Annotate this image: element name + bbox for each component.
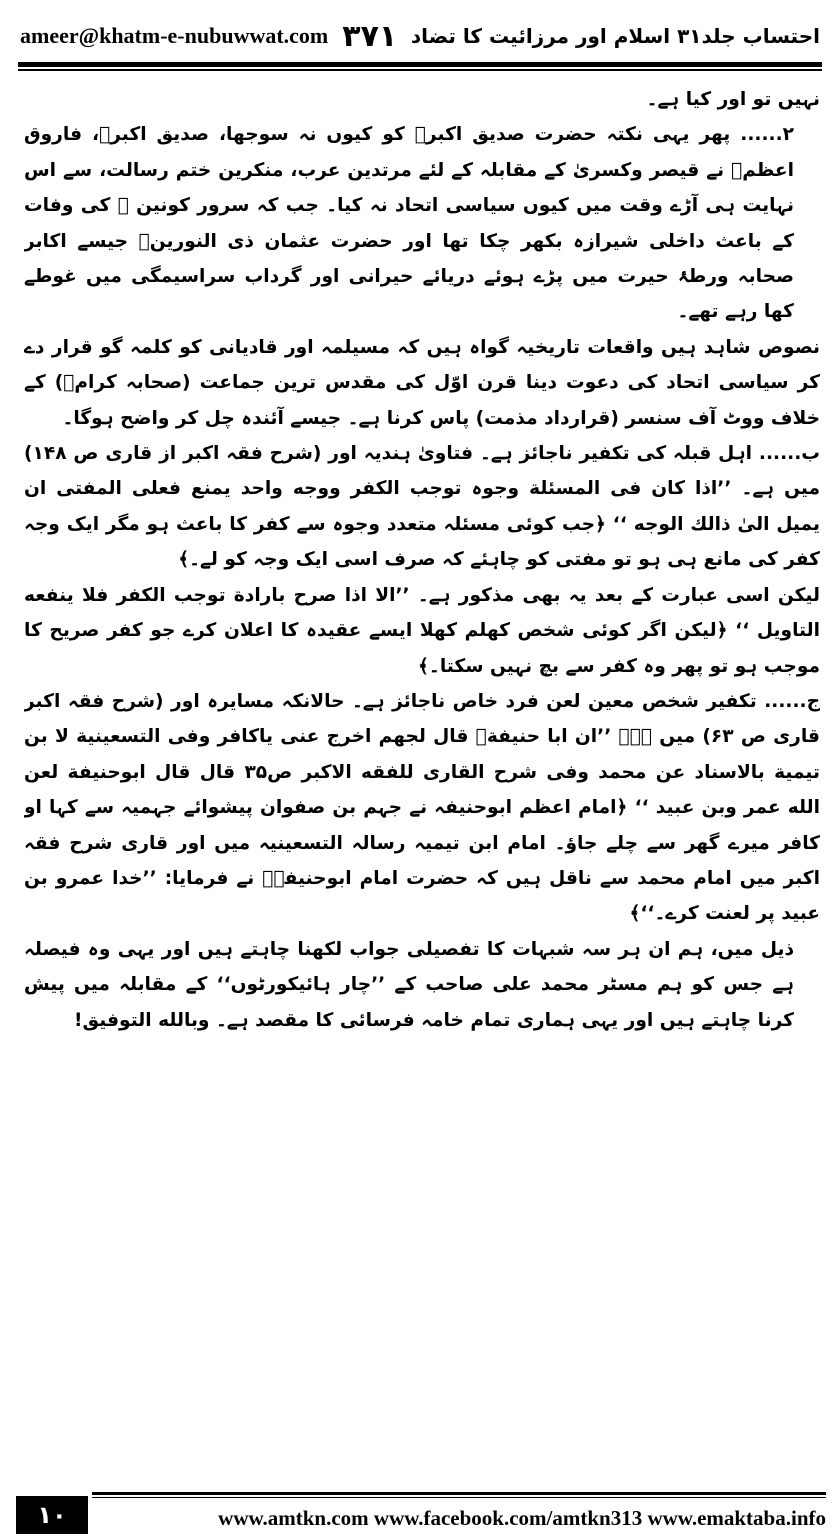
header-left: [20, 19, 397, 54]
paragraph-6-translation: ﴿امام اعظم ابوحنیفہ نے جہم بن صفوان پیشوائے جہمیہ سے کہا او کافر میرے گھر سے چلے جاؤ۔ امام ابن تیمیہ رسالہ التسعینیہ میں اور قاری شرح فقہ اکبر میں امام محمد سے ناقل ہیں کہ حضرت امام ابوحنیفہؒ نے فرمایا: ’’خدا عمرو بن عبید پر لعنت کرے۔‘‘﴾: [24, 797, 820, 925]
paragraph-6: [24, 684, 820, 932]
paragraph-1: نہیں تو اور کیا ہے۔: [646, 89, 820, 110]
paragraph-7: [24, 932, 820, 1038]
header-rule-thick: [18, 62, 822, 67]
paragraph-7-arabic-closing: وبالله التوفیق!: [74, 1009, 210, 1031]
paragraph-6-urdu: ج...... تکفیر شخص معین لعن فرد خاص ناجائز ہے۔ حالانکہ مسایرہ اور (شرح فقہ اکبر قاری ص ۶۳) میں ہے۔: [24, 690, 820, 748]
paragraph-5: [24, 578, 820, 684]
footer-rule-thin: [92, 1497, 826, 1498]
paragraph-5-urdu: لیکن اسی عبارت کے بعد یہ بھی مذکور ہے۔: [417, 584, 820, 606]
paragraph-4: [24, 436, 820, 578]
paragraph-4-arabic-quote: ’’اذا کان فی المسئلة وجوہ توجب الکفر ووجه واحد یمنع فعلی المفتی ان یمیل الیٰ ذالك الوجه ‘‘: [24, 478, 820, 535]
paragraph-6-arabic-quote: ’’ان ابا حنیفةؒ قال لجهم اخرج عنی یاکافر وفی التسعینیة لا بن تیمیة بالاسناد عن محمد وفی شرح القاری للفقه الاکبر ص۳۵ قال قال ابوحنیفة لعن الله عمر وبن عبید ‘‘: [24, 726, 820, 819]
paragraph-5-arabic-quote: ’’الا اذا صرح بارادة توجب الکفر فلا ینفعه التاویل ‘‘: [24, 584, 820, 642]
footer-page-index: ۱۰: [16, 1496, 88, 1534]
paragraph-3: نصوص شاہد ہیں واقعات تاریخیہ گواہ ہیں کہ مسیلمہ اور قادیانی کو کلمہ گو قرار دے کر سیاسی اتحاد کی دعوت دینا قرن اوّل کی مقدس ترین جماعت (صحابہ کرامؓ) کے خلاف ووٹ آف سنسر (قرارداد مذمت) پاس کرنا ہے۔ جیسے آئندہ چل کر واضح ہوگا۔: [24, 336, 820, 429]
header-page-number: ۳۷۱: [342, 18, 398, 54]
header-email: ameer@khatm-e-nubuwwat.com: [20, 23, 329, 48]
paragraph-5-translation: ﴿لیکن اگر کوئی شخص کھلم کھلا ایسے عقیدہ کا اعلان کرے جو کفر صریح کا موجب ہو تو پھر وہ کفر سے بچ نہیں سکتا۔﴾: [24, 620, 820, 677]
footer-website-links: www.amtkn.com www.facebook.com/amtkn313 www.emaktaba.info: [218, 1505, 826, 1530]
header-rule-thin: [18, 69, 822, 71]
page-header: [20, 14, 820, 58]
paragraph-2: ۲...... پھر یہی نکتہ حضرت صدیق اکبرؓ کو کیوں نہ سوجھا، صدیق اکبرؓ، فاروق اعظمؓ نے قیصر وکسریٰ کے مقابلہ کے لئے مرتدین عرب، منکرین ختم رسالت، سے اس نہایت ہی آڑے وقت میں کیوں سیاسی اتحاد نہ کیا۔ جب کہ سرور کونین ﷺ کی وفات کے باعث داخلی شیرازہ بکھر چکا تھا اور حضرت عثمان ذی النورینؓ جیسے اکابر صحابہ ورطۂ حیرت میں پڑے ہوئے دریائے حیرانی اور گرداب سراسیمگی میں غوطے کھا رہے تھے۔: [24, 124, 794, 323]
paragraph-4-urdu: ب...... اہل قبلہ کی تکفیر ناجائز ہے۔ فتاویٰ ہندیہ اور (شرح فقہ اکبر از قاری ص ۱۴۸) میں ہے۔: [24, 443, 820, 500]
footer-rule-thick: [92, 1492, 826, 1495]
paragraph-7-urdu: ذیل میں، ہم ان ہر سہ شبہات کا تفصیلی جواب لکھنا چاہتے ہیں اور یہی وہ فیصلہ ہے جس کو ہم مسٹر محمد علی صاحب کے ’’چار ہائیکورٹوں‘‘ کے مقابلہ میں پیش کرنا چاہتے ہیں اور یہی ہماری تمام خامہ فرسائی کا مقصد ہے۔: [24, 938, 794, 1031]
page-body: [24, 82, 820, 1462]
paragraph-4-translation: ﴿جب کوئی مسئلہ متعدد وجوہ سے کفر کا باعث ہو مگر ایک وجہ کفر کی مانع ہی ہو تو مفتی کو چاہئے کہ صرف اسی ایک وجہ کو لے۔﴾: [24, 513, 820, 571]
header-book-title: احتساب جلد۳۱ اسلام اور مرزائیت کا تضاد: [410, 24, 820, 48]
